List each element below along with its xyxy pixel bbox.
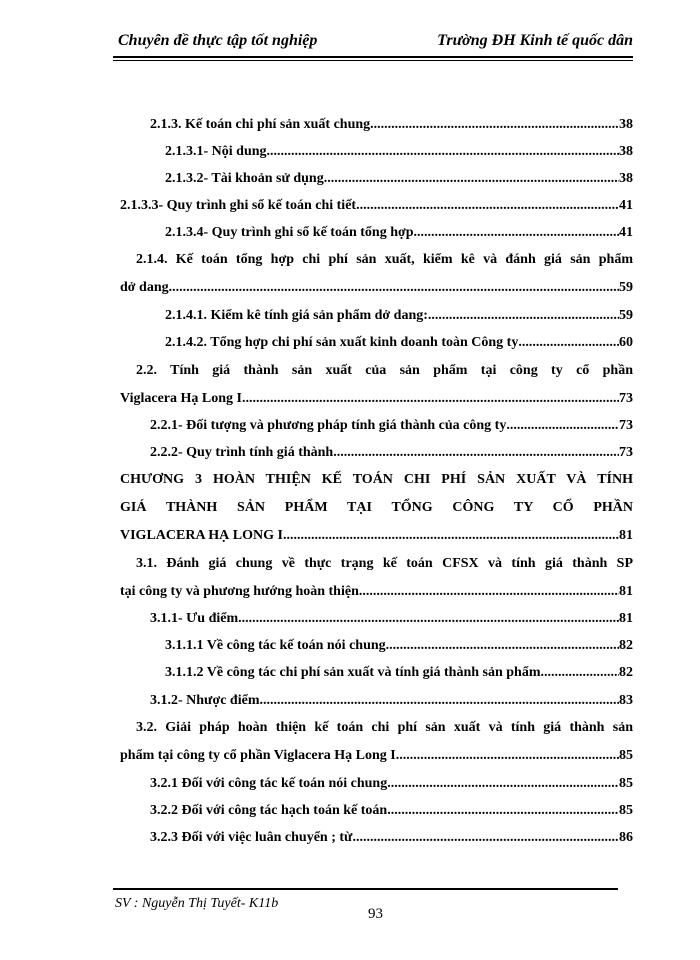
toc-entry-title: 3.1.1- Ưu điểm — [150, 611, 239, 626]
toc-entry[interactable] — [165, 333, 633, 353]
toc-entry[interactable] — [150, 115, 633, 135]
toc-entry-line[interactable]: CHƯƠNG 3 HOÀN THIỆN KẾ TOÁN CHI PHÍ SẢN XUẤT VÀ TÍNH — [120, 472, 633, 487]
toc-entry-title: 2.2.2- Quy trình tính giá thành — [150, 445, 334, 460]
toc-entry-line[interactable]: 2.2. Tính giá thành sản xuất của sản phẩm tại công ty cổ phần — [136, 363, 633, 378]
toc-entry[interactable] — [120, 389, 633, 409]
toc-entry-title: 2.1.3.4- Quy trình ghi sổ kế toán tổng hợp — [165, 225, 414, 240]
toc-entry[interactable] — [165, 663, 633, 683]
toc-entry-title: Viglacera Hạ Long I. — [120, 391, 246, 406]
toc-entry-title: 3.2.1 Đối với công tác kế toán nói chung — [150, 776, 388, 791]
toc-entry-page: 85 — [619, 803, 633, 818]
toc-entry-line[interactable]: 3.2. Giải pháp hoàn thiện kế toán chi phí sản xuất và tính giá thành sản — [136, 720, 633, 735]
toc-entry-title: 3.1.1.2 Về công tác chi phí sản xuất và tính giá thành sản phẩm — [165, 665, 541, 680]
toc-entry-title: 3.1.1.1 Về công tác kế toán nói chung — [165, 638, 386, 653]
toc-entry-page: 73 — [619, 418, 633, 433]
toc-entry-page: 82 — [619, 665, 633, 680]
header-title-left: Chuyên đề thực tập tốt nghiệp — [118, 32, 318, 49]
toc-entry-line[interactable]: 2.1.4. Kế toán tổng hợp chi phí sản xuất, kiểm kê và đánh giá sản phẩm — [136, 252, 633, 267]
toc-entry[interactable] — [120, 278, 633, 298]
toc-entry-page: 82 — [619, 638, 633, 653]
toc-entry[interactable] — [150, 828, 633, 848]
toc-entry-page: 81 — [619, 611, 633, 626]
toc-entry[interactable] — [165, 142, 633, 162]
toc-entry-title: 3.1.2- Nhược điểm — [150, 693, 260, 708]
toc-entry-page: 38 — [619, 117, 633, 132]
toc-entry-title: tại công ty và phương hướng hoàn thiện — [120, 584, 359, 599]
toc-entry[interactable] — [165, 306, 633, 326]
toc-entry[interactable] — [150, 774, 633, 794]
toc-entry-line[interactable]: 3.1. Đánh giá chung về thực trạng kế toán CFSX và tính giá thành SP — [136, 556, 633, 571]
toc-entry-page: 59 — [619, 308, 633, 323]
toc-entry[interactable] — [150, 691, 633, 711]
header-rule — [113, 56, 633, 58]
toc-entry-title: VIGLACERA HẠ LONG I — [120, 528, 283, 543]
toc-entry-title: phẩm tại công ty cổ phần Viglacera Hạ Long I — [120, 748, 396, 763]
toc-entry[interactable] — [165, 636, 633, 656]
toc-entry-title: 2.1.3. Kế toán chi phí sản xuất chung — [150, 117, 371, 132]
page-header — [113, 32, 633, 56]
toc-entry-title: 2.2.1- Đối tượng và phương pháp tính giá thành của công ty — [150, 418, 507, 433]
toc-entry[interactable] — [150, 609, 633, 629]
toc-entry[interactable] — [120, 746, 633, 766]
toc-entry-page: 85 — [619, 776, 633, 791]
toc-entry-title: 3.2.2 Đối với công tác hạch toán kế toán — [150, 803, 388, 818]
footer-student: SV : Nguyễn Thị Tuyết- K11b — [115, 896, 279, 911]
toc-entry-page: 83 — [619, 693, 633, 708]
toc-entry-page: 73 — [619, 391, 633, 406]
footer-rule — [113, 888, 618, 890]
toc-entry-page: 81 — [619, 528, 633, 543]
toc-entry-page: 38 — [619, 144, 633, 159]
header-rule-thin — [113, 60, 633, 61]
toc-entry-page: 60 — [619, 335, 633, 350]
toc-entry[interactable] — [120, 196, 633, 216]
toc-entry-page: 73 — [619, 445, 633, 460]
toc-entry-line[interactable]: GIÁ THÀNH SẢN PHẨM TẠI TỔNG CÔNG TY CỔ PHẦN — [120, 500, 633, 515]
toc-entry-title: 2.1.4.2. Tổng hợp chi phí sản xuất kinh doanh toàn Công ty — [165, 335, 519, 350]
toc-entry-title: 3.2.3 Đối với việc luân chuyển ; từ — [150, 830, 353, 845]
toc-entry-page: 59 — [619, 280, 633, 295]
toc-entry-title: 2.1.3.1- Nội dung — [165, 144, 267, 159]
toc-entry-title: 2.1.3.2- Tài khoản sử dụng — [165, 171, 324, 186]
toc-entry-page: 41 — [619, 198, 633, 213]
toc-entry-title: dở dang — [120, 280, 169, 295]
toc-entry-page: 38 — [619, 171, 633, 186]
header-title-right: Trường ĐH Kinh tế quốc dân — [437, 32, 633, 49]
toc-entry-page: 86 — [619, 830, 633, 845]
toc-entry[interactable] — [165, 169, 633, 189]
toc-entry-page: 81 — [619, 584, 633, 599]
toc-entry[interactable] — [120, 526, 633, 546]
toc-entry[interactable] — [165, 223, 633, 243]
toc-entry-title: 2.1.3.3- Quy trình ghi sổ kế toán chi tiết — [120, 198, 357, 213]
toc-entry[interactable] — [150, 801, 633, 821]
toc-entry[interactable] — [150, 416, 633, 436]
toc-entry-page: 41 — [619, 225, 633, 240]
toc-entry-title: 2.1.4.1. Kiểm kê tính giá sản phẩm dở dang: — [165, 308, 428, 323]
page-number: 93 — [368, 906, 383, 922]
toc-entry[interactable] — [120, 582, 633, 602]
toc-entry-page: 85 — [619, 748, 633, 763]
toc-entry[interactable] — [150, 443, 633, 463]
